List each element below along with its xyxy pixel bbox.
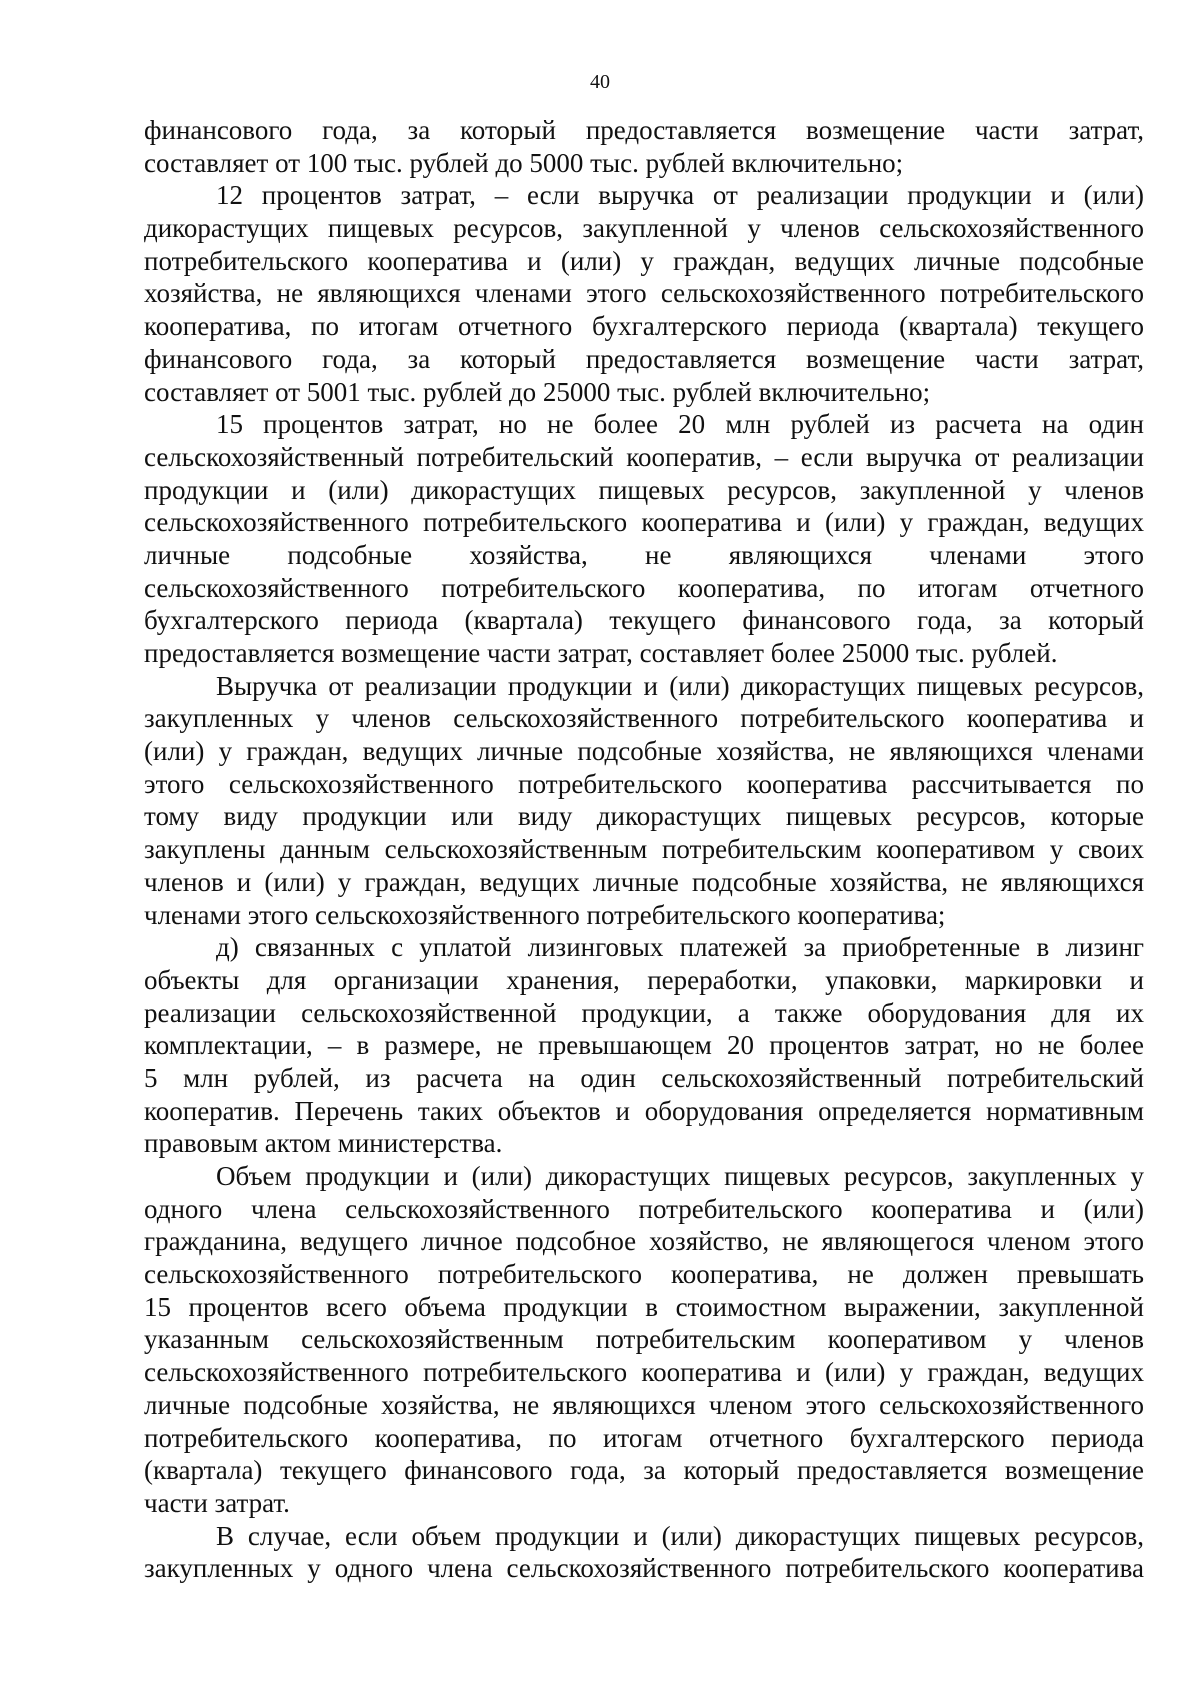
text-line: дикорастущих пищевых ресурсов, закупленной у членов сельскохозяйственного [144,213,1144,244]
text-line: сельскохозяйственного потребительского кооператива и (или) у граждан, ведущих [144,507,1144,538]
text-line: закупленных у одного члена сельскохозяйственного потребительского кооператива [144,1553,1144,1584]
text-line: правовым актом министерства. [144,1128,503,1159]
text-line: гражданина, ведущего личное подсобное хозяйство, не являющегося членом этого [144,1226,1144,1257]
text-line: составляет от 100 тыс. рублей до 5000 тыс. рублей включительно; [144,147,904,178]
text-line: кооператив. Перечень таких объектов и оборудования определяется нормативным [144,1095,1144,1126]
text-line: личные подсобные хозяйства, не являющихся членами этого [144,539,1144,570]
text-line: 15 процентов затрат, но не более 20 млн рублей из расчета на один [216,409,1144,440]
text-line: хозяйства, не являющихся членами этого сельскохозяйственного потребительского [144,278,1144,309]
text-line: В случае, если объем продукции и (или) дикорастущих пищевых ресурсов, [216,1520,1144,1551]
text-line: потребительского кооператива и (или) у граждан, ведущих личные подсобные [144,245,1144,276]
text-line: финансового года, за который предоставляется возмещение части затрат, [144,343,1144,374]
text-line: закупленных у членов сельскохозяйственного потребительского кооператива и [144,703,1144,734]
text-line: предоставляется возмещение части затрат, составляет более 25000 тыс. рублей. [144,638,1058,668]
text-line: 5 млн рублей, из расчета на один сельскохозяйственный потребительский [144,1062,1144,1093]
text-line: указанным сельскохозяйственным потребительским кооперативом у членов [144,1324,1144,1355]
text-line: кооператива, по итогам отчетного бухгалтерского периода (квартала) текущего [144,311,1144,342]
text-line: сельскохозяйственного потребительского кооператива, по итогам отчетного [144,572,1144,603]
text-line: Объем продукции и (или) дикорастущих пищевых ресурсов, закупленных у [216,1161,1144,1191]
text-line: (квартала) текущего финансового года, за который предоставляется возмещение [144,1455,1144,1486]
text-line: финансового года, за который предоставляется возмещение части затрат, [144,115,1144,145]
text-line: (или) у граждан, ведущих личные подсобные хозяйства, не являющихся членами [144,736,1144,767]
text-line: сельскохозяйственного потребительского кооператива, не должен превышать [144,1259,1144,1290]
text-line: членами этого сельскохозяйственного потребительского кооператива; [144,899,946,930]
text-line: части затрат. [144,1487,290,1518]
text-line: Выручка от реализации продукции и (или) дикорастущих пищевых ресурсов, [216,670,1144,701]
text-line: объекты для организации хранения, переработки, упаковки, маркировки и [144,964,1144,995]
text-line: составляет от 5001 тыс. рублей до 25000 тыс. рублей включительно; [144,376,931,407]
text-line: бухгалтерского периода (квартала) текущего финансового года, за который [144,605,1144,636]
text-line: комплектации, – в размере, не превышающем 20 процентов затрат, но не более [144,1030,1144,1061]
text-line: 15 процентов всего объема продукции в стоимостном выражении, закупленной [144,1291,1144,1322]
text-line: продукции и (или) дикорастущих пищевых ресурсов, закупленной у членов [144,474,1144,505]
text-line: личные подсобные хозяйства, не являющихся членом этого сельскохозяйственного [144,1389,1144,1420]
text-line: реализации сельскохозяйственной продукции, а также оборудования для их [144,997,1144,1028]
text-line: закуплены данным сельскохозяйственным потребительским кооперативом у своих [144,834,1144,865]
text-line: 12 процентов затрат, – если выручка от реализации продукции и (или) [216,180,1144,211]
text-line: членов и (или) у граждан, ведущих личные подсобные хозяйства, не являющихся [144,866,1144,897]
document-body [144,114,1144,1585]
text-line: одного члена сельскохозяйственного потребительского кооператива и (или) [144,1193,1144,1224]
text-line: сельскохозяйственного потребительского кооператива и (или) у граждан, ведущих [144,1357,1144,1388]
text-line: д) связанных с уплатой лизинговых платежей за приобретенные в лизинг [216,932,1144,963]
text-line: тому виду продукции или виду дикорастущих пищевых ресурсов, которые [144,801,1144,832]
text-line: сельскохозяйственный потребительский кооператив, – если выручка от реализации [144,441,1144,472]
text-line: потребительского кооператива, по итогам отчетного бухгалтерского периода [144,1422,1144,1453]
text-line: этого сельскохозяйственного потребительского кооператива рассчитывается по [144,768,1144,799]
page-number: 40 [590,71,610,93]
